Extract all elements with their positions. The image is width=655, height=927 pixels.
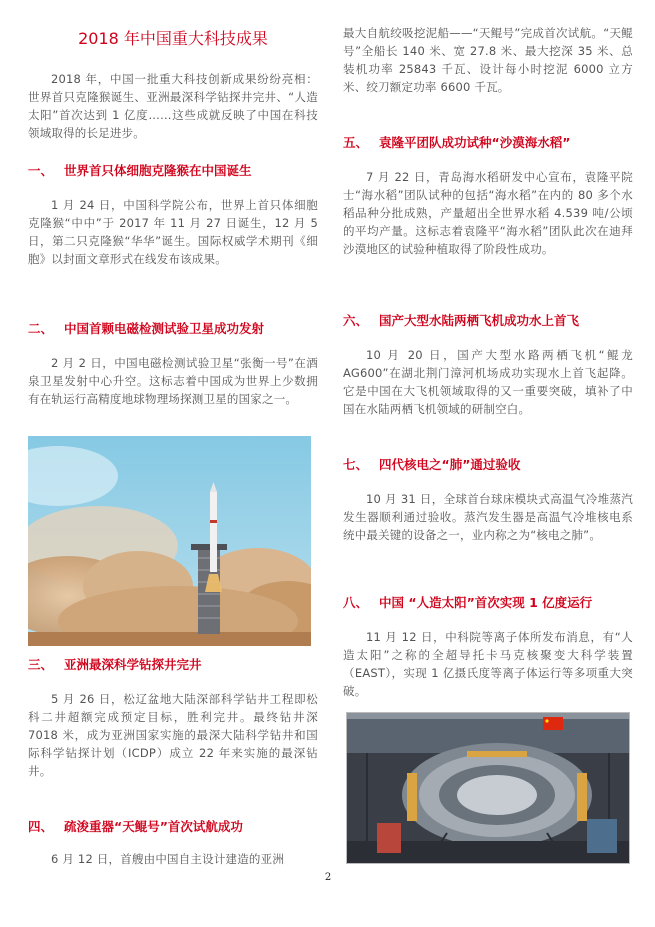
- section-2-title: 中国首颗电磁检测试验卫星成功发射: [64, 321, 265, 336]
- section-6-heading: [343, 312, 579, 330]
- intro-paragraph: 2018 年，中国一批重大科技创新成果纷纷亮相：世界首只克隆猴诞生、亚洲最深科学钻探井完井、“人造太阳”首次达到 1 亿度……这些成就反映了中国在科技领域取得的长足进步。: [28, 72, 318, 140]
- tokamak-photo: [346, 712, 630, 864]
- section-3-title: 亚洲最深科学钻探井完井: [64, 657, 202, 672]
- section-2-heading: [28, 320, 264, 338]
- section-6-body: 10 月 20 日，国产大型水路两栖飞机“鲲龙 AG600”在湖北荆门漳河机场成功实现水上首飞起降。它是中国在大飞机领域取得的又一重要突破，填补了中国在水陆两栖飞机领域的研制空白。: [343, 348, 633, 416]
- section-7-title: 四代核电之“肺”通过验收: [379, 457, 521, 472]
- section-7-body: 10 月 31 日，全球首台球床模块式高温气冷堆蒸汽发生器顺利通过验收。蒸汽发生器是高温气冷堆核电系统中最关键的设备之一，业内称之为“核电之肺”。: [343, 492, 633, 542]
- rocket-launch-photo: [28, 436, 311, 646]
- section-7-number: 七、: [343, 457, 369, 472]
- section-1-heading: [28, 162, 252, 180]
- section-1-title: 世界首只体细胞克隆猴在中国诞生: [64, 163, 252, 178]
- section-6-title: 国产大型水陆两栖飞机成功水上首飞: [379, 313, 580, 328]
- section-8-number: 八、: [343, 595, 369, 610]
- section-4-body: 6 月 12 日，首艘由中国自主设计建造的亚洲: [51, 852, 285, 866]
- tokamak-illustration: [347, 713, 629, 863]
- section-7-heading: [343, 456, 520, 474]
- section-1-body: 1 月 24 日，中国科学院公布，世界上首只体细胞克隆猴“中中”于 2017 年 11 月 27 日诞生，12 月 5 日，第二只克隆猴“华华”诞生。国际权威学术期刊《细胞》以封面文章形式在线发布该成果。: [28, 198, 318, 266]
- section-5-body: 7 月 22 日，青岛海水稻研发中心宣布，袁隆平院士“海水稻”团队试种的包括“海水稻”在内的 80 多个水稻品种分批成熟，产量超出全世界水稻 4.539 吨/公顷的平均产量。这标志着袁隆平“海水稻”团队此次在迪拜沙漠地区的试验种植取得了阶段性成功。: [343, 170, 633, 256]
- section-3-heading: [28, 656, 202, 674]
- section-4-body-continued: 最大自航绞吸挖泥船——“天鲲号”完成首次试航。“天鲲号”全船长 140 米、宽 27.8 米、最大挖深 35 米、总装机功率 25843 千瓦、设计每小时挖泥 6000 立方米、绞刀额定功率 6600 千瓦。: [343, 26, 633, 94]
- section-8-title: 中国 “人造太阳”首次实现 1 亿度运行: [379, 595, 593, 610]
- section-2-number: 二、: [28, 321, 54, 336]
- section-4-number: 四、: [28, 819, 54, 834]
- section-8-heading: [343, 594, 592, 612]
- section-3-body: 5 月 26 日，松辽盆地大陆深部科学钻井工程即松科二井超额完成预定目标，胜利完井。最终钻井深 7018 米，成为亚洲国家实施的最深大陆科学钻井和国际科学钻探计划（ICDP）成立 22 年来实施的最深钻井。: [28, 692, 318, 778]
- section-4-title: 疏浚重器“天鲲号”首次试航成功: [64, 819, 243, 834]
- section-5-heading: [343, 134, 570, 152]
- section-6-number: 六、: [343, 313, 369, 328]
- section-1-number: 一、: [28, 163, 54, 178]
- page-number: 2: [324, 872, 332, 883]
- section-5-title: 袁隆平团队成功试种“沙漠海水稻”: [379, 135, 571, 150]
- rocket-launch-illustration: [28, 436, 311, 646]
- section-8-body: 11 月 12 日，中科院等离子体所发布消息，有“人造太阳”之称的全超导托卡马克核聚变大科学装置（EAST），实现 1 亿摄氏度等离子体运行等多项重大突破。: [343, 630, 633, 698]
- section-5-number: 五、: [343, 135, 369, 150]
- page-title: 2018 年中国重大科技成果: [78, 29, 268, 48]
- section-2-body: 2 月 2 日，中国电磁检测试验卫星“张衡一号”在酒泉卫星发射中心升空。这标志着中国成为世界上少数拥有在轨运行高精度地球物理场探测卫星的国家之一。: [28, 356, 318, 406]
- section-3-number: 三、: [28, 657, 54, 672]
- section-4-heading: [28, 818, 243, 836]
